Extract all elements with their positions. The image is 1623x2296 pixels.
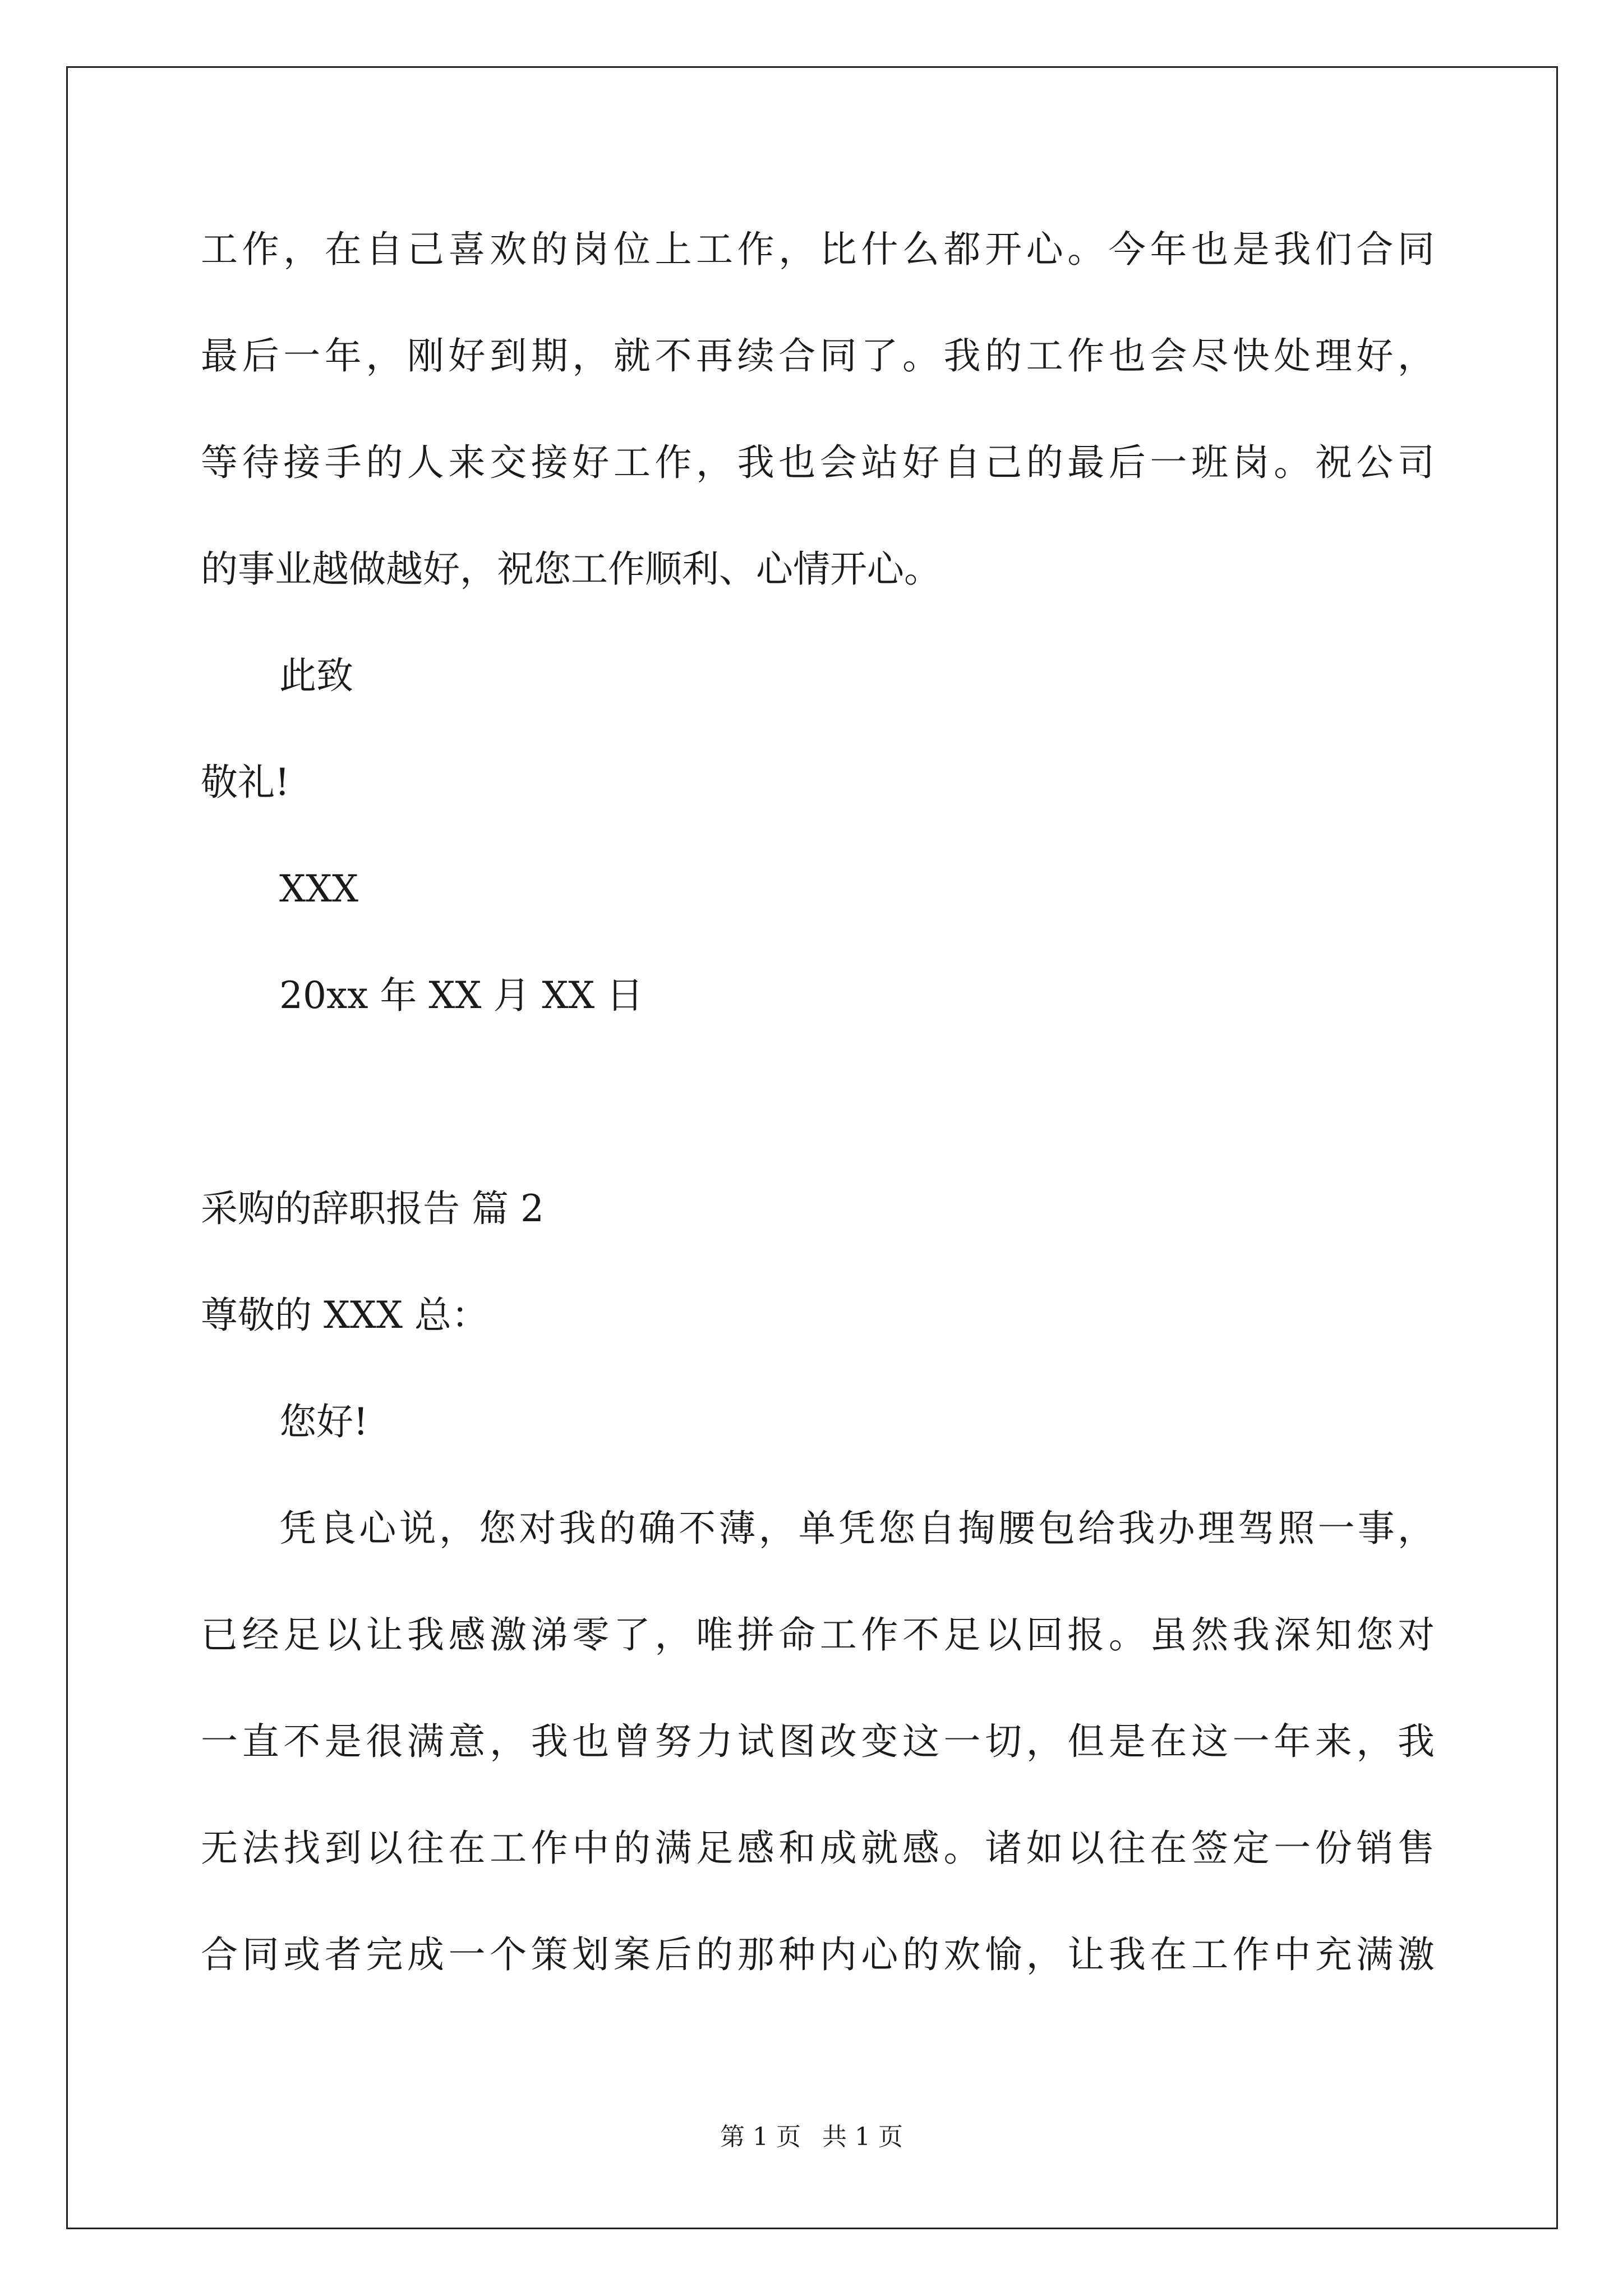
paragraph-line: 凭良心说，您对我的确不薄，单凭您自掏腰包给我办理驾照一事， (279, 1507, 1435, 1550)
page-total: 共 1 页 (822, 2123, 903, 2151)
page-footer (0, 2120, 1623, 2154)
paragraph-line: 无法找到以往在工作中的满足感和成就感。诸如以往在签定一份销售 (201, 1826, 1435, 1870)
greeting: 您好! (279, 1400, 368, 1443)
greeting-recipient: 尊敬的 XXX 总： (201, 1294, 488, 1337)
signature: XXX (279, 867, 358, 910)
paragraph-line: 等待接手的人来交接好工作，我也会站好自己的最后一班岗。祝公司 (201, 441, 1435, 484)
paragraph-line: 已经足以让我感激涕零了，唯拼命工作不足以回报。虽然我深知您对 (201, 1613, 1435, 1657)
closing-text: 此致 (279, 654, 353, 697)
paragraph-line: 合同或者完成一个策划案后的那种内心的欢愉，让我在工作中充满激 (201, 1933, 1435, 1976)
paragraph-line: 的事业越做越好，祝您工作顺利、心情开心。 (201, 547, 941, 591)
section-title: 采购的辞职报告 篇 2 (201, 1187, 544, 1230)
date: 20xx 年 XX 月 XX 日 (279, 974, 644, 1017)
paragraph-line: 工作，在自己喜欢的岗位上工作，比什么都开心。今年也是我们合同 (201, 228, 1435, 271)
paragraph-line: 最后一年，刚好到期，就不再续合同了。我的工作也会尽快处理好， (201, 334, 1435, 378)
page-number: 第 1 页 (720, 2123, 801, 2151)
page-frame (66, 66, 1558, 2229)
salute-text: 敬礼! (201, 761, 290, 804)
paragraph-line: 一直不是很满意，我也曾努力试图改变这一切，但是在这一年来，我 (201, 1720, 1435, 1763)
